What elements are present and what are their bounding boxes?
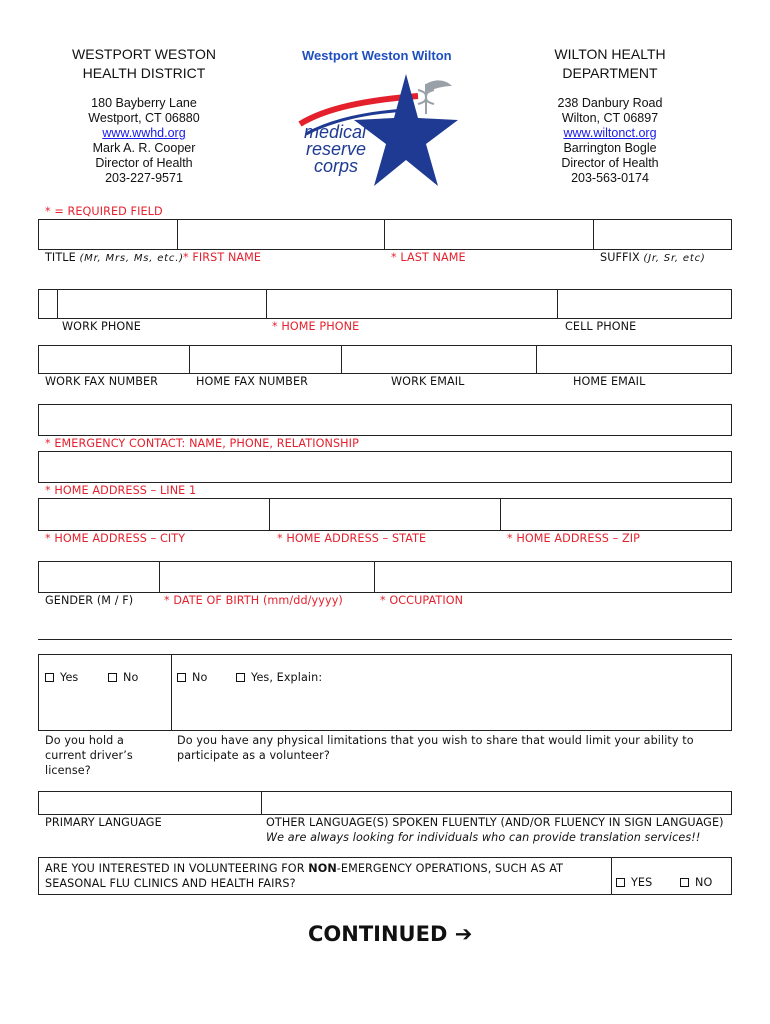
work-email-input[interactable] (342, 346, 536, 373)
continued-indicator (308, 922, 472, 946)
mrc-logo (296, 44, 466, 192)
title-label (45, 251, 184, 264)
divider (611, 858, 612, 894)
emergency-contact-label: * EMERGENCY CONTACT: NAME, PHONE, RELATIONSHIP (45, 437, 359, 450)
left-org-address-1: 180 Bayberry Lane (91, 96, 197, 110)
gender-label: GENDER (M / F) (45, 594, 134, 607)
right-org-website-link[interactable]: www.wiltonct.org (563, 126, 657, 140)
right-org-name-2: DEPARTMENT (562, 65, 658, 81)
license-no-label: No (123, 671, 139, 684)
left-org-director-title: Director of Health (95, 156, 193, 170)
non-emergency-q-part1: ARE YOU INTERESTED IN VOLUNTEERING FOR (45, 862, 309, 875)
home-city-label: * HOME ADDRESS – CITY (45, 532, 186, 545)
license-question-line2: current driver’s (45, 749, 133, 762)
continued-text: CONTINUED (308, 922, 448, 946)
left-org-phone: 203-227-9571 (105, 171, 183, 185)
logo-text-medical: medical (304, 122, 367, 142)
title-input[interactable] (39, 220, 177, 249)
license-question (45, 733, 133, 778)
non-emergency-yes-checkbox[interactable] (616, 878, 625, 887)
limitations-yes-label: Yes, Explain: (251, 671, 323, 684)
required-field-note: * = REQUIRED FIELD (45, 205, 163, 218)
left-org-address-2: Westport, CT 06880 (88, 111, 200, 125)
fax-email-row-box (38, 345, 732, 374)
home-phone-input[interactable] (267, 290, 557, 318)
license-no-checkbox[interactable] (108, 673, 117, 682)
divider (171, 655, 172, 730)
cell-phone-input[interactable] (558, 290, 731, 318)
license-no-option[interactable] (108, 671, 138, 684)
right-org-director-title: Director of Health (561, 156, 659, 170)
home-zip-input[interactable] (501, 499, 731, 530)
title-hint: (Mr, Mrs, Ms, etc.) (79, 253, 184, 264)
home-email-input[interactable] (537, 346, 731, 373)
date-of-birth-label: * DATE OF BIRTH (mm/dd/yyyy) (164, 594, 343, 607)
work-fax-label: WORK FAX NUMBER (45, 375, 159, 388)
home-state-input[interactable] (270, 499, 500, 530)
home-phone-label: * HOME PHONE (272, 320, 360, 333)
right-org-address-1: 238 Danbury Road (557, 96, 663, 110)
non-emergency-no-checkbox[interactable] (680, 878, 689, 887)
home-state-label: * HOME ADDRESS – STATE (277, 532, 427, 545)
limitations-yes-option[interactable] (236, 671, 322, 684)
limitations-question-line1: Do you have any physical limitations that you wish to share that would limit your ability to (177, 734, 694, 747)
left-org-name-2: HEALTH DISTRICT (82, 65, 206, 81)
phone-row-box (38, 289, 732, 319)
logo-top-text: Westport Weston Wilton (302, 48, 452, 63)
logo-wings-icon (426, 80, 452, 92)
emergency-contact-input[interactable] (38, 404, 732, 436)
title-label-text: TITLE (45, 251, 76, 264)
logo-text-corps: corps (314, 156, 359, 176)
home-fax-label: HOME FAX NUMBER (196, 375, 309, 388)
right-org-phone: 203-563-0174 (571, 171, 649, 185)
first-name-input[interactable] (178, 220, 384, 249)
non-emergency-yes-label: YES (631, 876, 653, 889)
first-name-label: * FIRST NAME (183, 251, 262, 264)
left-org-website-link[interactable]: www.wwhd.org (102, 126, 186, 140)
right-org-name-1: WILTON HEALTH (554, 46, 666, 62)
non-emergency-yes-option[interactable] (616, 876, 652, 889)
cell-phone-label: CELL PHONE (565, 320, 637, 333)
home-email-label: HOME EMAIL (573, 375, 646, 388)
other-languages-label: OTHER LANGUAGE(S) SPOKEN FLUENTLY (AND/OR FLUENCY IN SIGN LANGUAGE) (266, 816, 724, 829)
other-languages-input[interactable] (262, 792, 731, 814)
limitations-question (177, 733, 694, 763)
non-emergency-question-line1 (45, 861, 563, 876)
right-org-director-name: Barrington Bogle (563, 141, 657, 155)
translation-note: We are always looking for individuals who can provide translation services!! (266, 831, 701, 844)
left-org-block (40, 45, 248, 186)
limitations-question-line2: participate as a volunteer? (177, 749, 330, 762)
work-email-label: WORK EMAIL (391, 375, 465, 388)
name-row-box (38, 219, 732, 250)
home-zip-label: * HOME ADDRESS – ZIP (507, 532, 640, 545)
address-row-box (38, 498, 732, 531)
arrow-right-icon: ➔ (454, 922, 473, 946)
right-org-block (510, 45, 710, 186)
date-of-birth-input[interactable] (160, 562, 374, 592)
suffix-input[interactable] (594, 220, 731, 249)
limitations-no-label: No (192, 671, 208, 684)
home-fax-input[interactable] (190, 346, 341, 373)
right-org-address-2: Wilton, CT 06897 (561, 111, 659, 125)
last-name-input[interactable] (385, 220, 593, 249)
occupation-input[interactable] (375, 562, 731, 592)
non-emergency-question (45, 861, 563, 891)
language-row-box (38, 791, 732, 815)
home-address-line1-label: * HOME ADDRESS – LINE 1 (45, 484, 197, 497)
suffix-label-text: SUFFIX (600, 251, 640, 264)
license-question-line3: license? (45, 764, 91, 777)
suffix-hint: (Jr, Sr, etc) (643, 253, 706, 264)
personal-row-box (38, 561, 732, 593)
section-divider (38, 639, 732, 640)
license-yes-option[interactable] (45, 671, 78, 684)
gender-input[interactable] (39, 562, 159, 592)
non-emergency-q-bold: NON (308, 862, 337, 875)
last-name-label: * LAST NAME (391, 251, 466, 264)
left-org-name-1: WESTPORT WESTON (72, 46, 216, 62)
logo-text-reserve: reserve (306, 139, 367, 159)
limitations-yes-checkbox[interactable] (236, 673, 245, 682)
license-question-line1: Do you hold a (45, 734, 124, 747)
non-emergency-question-line2: SEASONAL FLU CLINICS AND HEALTH FAIRS? (45, 877, 296, 890)
left-org-director-name: Mark A. R. Cooper (92, 141, 196, 155)
primary-language-label: PRIMARY LANGUAGE (45, 816, 162, 829)
non-emergency-no-label: NO (695, 876, 713, 889)
work-phone-input[interactable] (58, 290, 266, 318)
suffix-label (600, 251, 706, 264)
non-emergency-no-option[interactable] (680, 876, 712, 889)
non-emergency-q-part2: -EMERGENCY OPERATIONS, SUCH AS AT (336, 862, 564, 875)
home-city-input[interactable] (39, 499, 269, 530)
work-phone-label: WORK PHONE (62, 320, 141, 333)
occupation-label: * OCCUPATION (380, 594, 464, 607)
home-address-line1-input[interactable] (38, 451, 732, 483)
limitations-no-checkbox[interactable] (177, 673, 186, 682)
limitations-explain-input[interactable] (330, 664, 728, 724)
license-yes-checkbox[interactable] (45, 673, 54, 682)
logo-star-shape (354, 74, 458, 186)
license-yes-label: Yes (60, 671, 79, 684)
work-fax-input[interactable] (39, 346, 189, 373)
primary-language-input[interactable] (39, 792, 261, 814)
limitations-no-option[interactable] (177, 671, 207, 684)
